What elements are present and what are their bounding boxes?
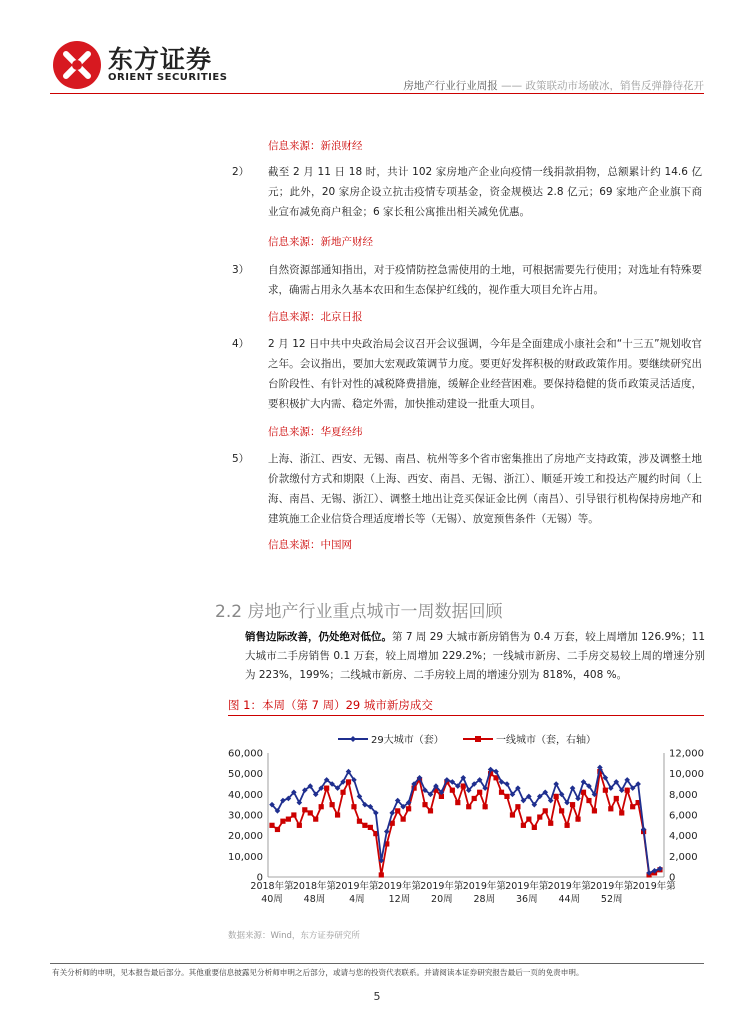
item-text: 自然资源部通知指出，对于疫情防控急需使用的土地，可根据需要先行使用；对选址有特殊要求，确需占用永久基本农田和生态保护红线的，视作重大项目允许占用。	[268, 264, 702, 296]
info-source-1: 信息来源：新浪财经	[268, 140, 363, 152]
first-tier-point	[581, 790, 586, 795]
info-source-5: 信息来源：中国网	[268, 539, 352, 551]
orient-securities-logo-icon	[52, 40, 102, 90]
x-tick-label-top: 2019年第	[590, 881, 634, 892]
first-tier-point	[395, 808, 400, 813]
y-right-tick-label: 0	[669, 872, 676, 884]
first-tier-point	[548, 821, 553, 826]
item-text: 2 月 12 日中共中央政治局会议召开会议强调，今年是全面建成小康社会和“十三五”规划收官之年。会议指出，要加大宏观政策调节力度。要更好发挥积极的财政政策作用。要继续研究出台阶段性、有针对性的减税降费措施，缓解企业经营困难。要保持稳健的货币政策灵活适度，要积极扩大内需、稳定外需，加快推动建设一批重大项目。	[268, 338, 702, 410]
first-tier-point	[335, 812, 340, 817]
first-tier-point	[401, 817, 406, 822]
y-left-tick-label: 0	[256, 872, 263, 884]
report-header	[403, 78, 704, 93]
first-tier-point	[592, 808, 597, 813]
first-tier-point	[351, 804, 356, 809]
first-tier-point	[368, 825, 373, 830]
first-tier-point	[499, 790, 504, 795]
x-tick-label-top: 2019年第	[547, 881, 591, 892]
first-tier-point	[406, 806, 411, 811]
y-left-tick-label: 60,000	[228, 748, 263, 760]
y-right-tick-label: 12,000	[669, 748, 704, 760]
first-tier-point	[340, 790, 345, 795]
legend-marker-first-tier	[475, 736, 481, 742]
page-number: 5	[373, 990, 381, 1003]
section-title: 2.2 房地产行业重点城市一周数据回顾	[215, 602, 503, 622]
first-tier-point	[466, 804, 471, 809]
news-item-3	[232, 260, 702, 300]
first-tier-point	[630, 804, 635, 809]
first-tier-point	[313, 817, 318, 822]
news-item-2	[232, 162, 702, 222]
first-tier-point	[357, 819, 362, 824]
item-number: 3）	[232, 264, 250, 276]
first-tier-point	[379, 872, 384, 877]
x-tick-label-top: 2019年第	[632, 881, 676, 892]
x-tick-label-top: 2019年第	[335, 881, 379, 892]
first-tier-point	[275, 827, 280, 832]
report-title: 房地产行业行业周报	[403, 80, 498, 92]
y-right-tick-label: 8,000	[669, 789, 698, 801]
first-tier-point	[586, 798, 591, 803]
first-tier-point	[319, 804, 324, 809]
first-tier-point	[291, 812, 296, 817]
first-tier-point	[510, 812, 515, 817]
first-tier-point	[286, 817, 291, 822]
item-text: 上海、浙江、西安、无锡、南昌、杭州等多个省市密集推出了房地产支持政策，涉及调整土地价款缴付方式和期限（上海、西安、南昌、无锡、浙江）、顺延开竣工和投达产履约时间（上海、南昌、无锡、浙江）、调整土地出让竞买保证金比例（南昌）、引导银行机构保持房地产和建筑施工企业信贷合理适度增长等（无锡）、放宽预售条件（无锡）等。	[268, 453, 702, 525]
first-tier-point	[619, 810, 624, 815]
first-tier-point	[324, 786, 329, 791]
first-tier-point	[532, 825, 537, 830]
info-source-2: 信息来源：新地产财经	[268, 236, 373, 248]
first-tier-point	[504, 794, 509, 799]
x-tick-label-bottom: 36周	[515, 894, 538, 905]
first-tier-point	[455, 800, 460, 805]
first-tier-point	[521, 823, 526, 828]
y-right-tick-label: 6,000	[669, 810, 698, 822]
sales-line-chart	[228, 725, 704, 920]
first-tier-point	[564, 823, 569, 828]
series-line-first-tier	[272, 772, 660, 875]
footer-divider	[50, 963, 704, 964]
x-tick-label-top: 2019年第	[377, 881, 421, 892]
first-tier-point	[603, 788, 608, 793]
info-source-4: 信息来源：华夏经纬	[268, 426, 363, 438]
y-left-tick-label: 50,000	[228, 769, 263, 781]
first-tier-point	[477, 790, 482, 795]
x-tick-label-bottom: 48周	[303, 894, 326, 905]
x-tick-label-bottom: 12周	[388, 894, 411, 905]
report-subtitle: —— 政策联动市场破冰，销售反弹静待花开	[501, 80, 704, 92]
first-tier-point	[450, 788, 455, 793]
y-right-tick-label: 10,000	[669, 769, 704, 781]
first-tier-point	[422, 802, 427, 807]
figure-title: 图 1：本周（第 7 周）29 城市新房成交	[228, 698, 433, 712]
legend-marker-29-cities	[350, 736, 356, 742]
news-item-4	[232, 334, 702, 414]
first-tier-point	[625, 788, 630, 793]
x-tick-label-bottom: 52周	[600, 894, 623, 905]
legend-label-first-tier: 一线城市（套，右轴）	[496, 735, 596, 746]
x-tick-label-top: 2018年第	[250, 881, 294, 892]
first-tier-point	[346, 779, 351, 784]
first-tier-point	[472, 796, 477, 801]
y-left-tick-label: 20,000	[228, 831, 263, 843]
first-tier-point	[543, 808, 548, 813]
logo-text-cn: 东方证券	[108, 45, 213, 74]
x-tick-label-top: 2019年第	[462, 881, 506, 892]
news-item-5	[232, 449, 702, 529]
x-tick-label-bottom: 4周	[349, 894, 365, 905]
legend-label-29-cities: 29大城市（套）	[371, 735, 444, 746]
first-tier-point	[570, 802, 575, 807]
first-tier-point	[526, 817, 531, 822]
y-right-tick-label: 4,000	[669, 831, 698, 843]
first-tier-point	[362, 823, 367, 828]
first-tier-point	[515, 804, 520, 809]
x-tick-label-top: 2019年第	[505, 881, 549, 892]
item-text: 截至 2 月 11 日 18 时，共计 102 家房地产企业向疫情一线捐款捐物，总额累计约 14.6 亿元；此外，20 家房企设立抗击疫情专项基金，资金规模达 2.8 亿元；69 家地产企业旗下商业宣布减免商户租金；6 家长租公寓推出相关减免优惠。	[268, 166, 702, 218]
first-tier-point	[575, 817, 580, 822]
header-divider	[50, 93, 704, 94]
first-tier-point	[297, 823, 302, 828]
first-tier-point	[428, 808, 433, 813]
29-cities-point	[389, 810, 395, 816]
first-tier-point	[537, 814, 542, 819]
data-source: 数据来源：Wind，东方证券研究所	[228, 931, 360, 941]
lead-text: 第 7 周 29 大城市新房销售为 0.4 万套，较上周增加 126.9%；11 大城市二手房销售 0.1 万套，较上周增加 229.2%；一线城市新房、二手房交易较上周的增速分别为 223%，199%；二线城市新房、二手房较上周的增速分别为 818%，408 %。	[245, 631, 705, 681]
lead-bold: 销售边际改善，仍处绝对低位。	[245, 631, 392, 643]
first-tier-point	[308, 810, 313, 815]
figure-divider	[228, 715, 704, 716]
y-left-tick-label: 30,000	[228, 810, 263, 822]
x-tick-label-bottom: 20周	[431, 894, 453, 905]
disclaimer: 有关分析师的申明，见本报告最后部分。其他重要信息披露见分析师申明之后部分，或请与您的投资代表联系。并请阅读本证券研究报告最后一页的免责申明。	[52, 968, 584, 977]
first-tier-point	[554, 794, 559, 799]
item-number: 5）	[232, 453, 250, 465]
first-tier-point	[302, 807, 307, 812]
x-tick-label-top: 2019年第	[420, 881, 464, 892]
first-tier-point	[608, 806, 613, 811]
first-tier-point	[559, 808, 564, 813]
first-tier-point	[614, 796, 619, 801]
x-tick-label-bottom: 44周	[558, 894, 581, 905]
section-paragraph	[245, 628, 705, 685]
info-source-3: 信息来源：北京日报	[268, 311, 363, 323]
y-left-tick-label: 40,000	[228, 789, 263, 801]
y-right-tick-label: 2,000	[669, 851, 698, 863]
first-tier-point	[483, 804, 488, 809]
first-tier-point	[330, 802, 335, 807]
first-tier-point	[461, 783, 466, 788]
x-tick-label-bottom: 28周	[473, 894, 496, 905]
x-tick-label-bottom: 40周	[261, 894, 283, 905]
item-number: 2）	[232, 166, 250, 178]
x-tick-label-top: 2018年第	[292, 881, 337, 892]
y-left-tick-label: 10,000	[228, 851, 263, 863]
item-number: 4）	[232, 338, 250, 350]
first-tier-point	[269, 823, 274, 828]
logo-text-en: ORIENT SECURITIES	[108, 72, 228, 83]
first-tier-point	[280, 819, 285, 824]
